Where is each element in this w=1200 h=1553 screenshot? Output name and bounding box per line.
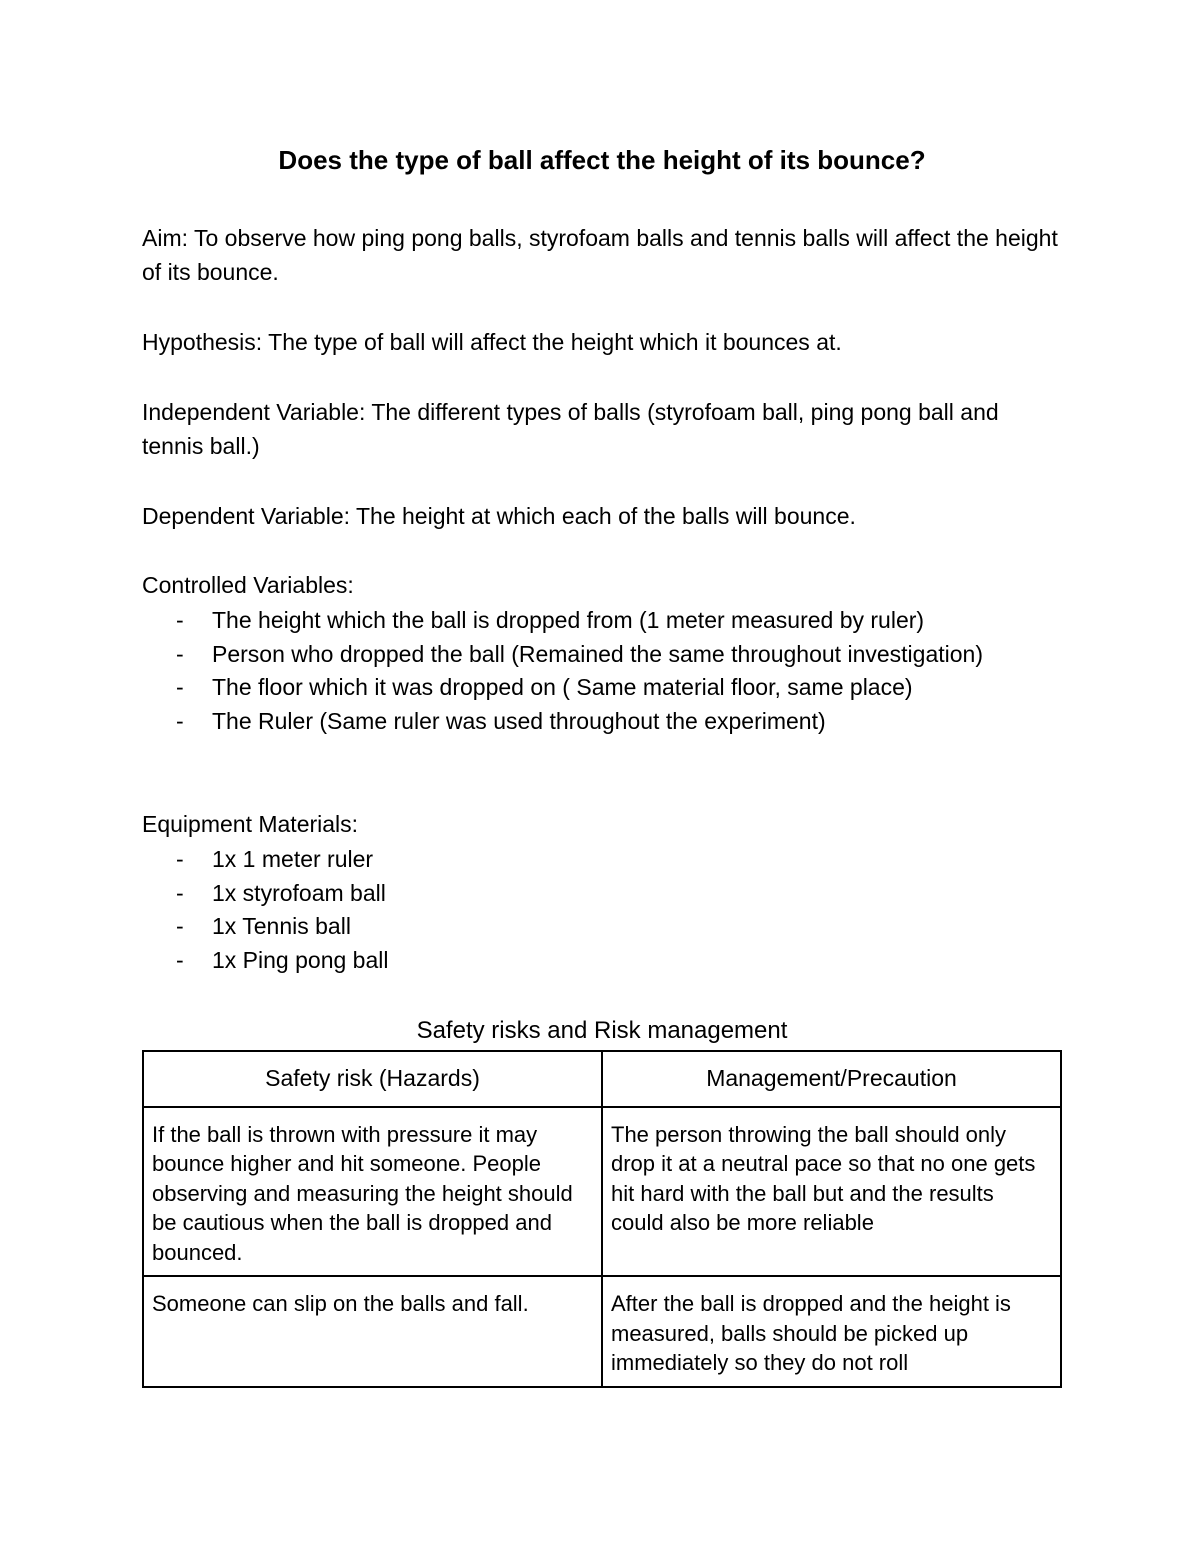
aim-paragraph: Aim: To observe how ping pong balls, styrofoam balls and tennis balls will affect the height of its bounce. [142,225,1058,285]
equipment-list [142,843,1062,977]
table-header-row [143,1051,1061,1107]
table-cell: After the ball is dropped and the height is measured, balls should be picked up immediately so they do not roll [602,1276,1061,1387]
table-row [143,1276,1061,1387]
hypothesis-paragraph: Hypothesis: The type of ball will affect the height which it bounces at. [142,329,842,355]
bullet-dash: - [176,674,184,700]
bullet-dash: - [176,846,184,872]
bullet-dash: - [176,607,184,633]
list-item [142,705,1062,739]
table-cell: If the ball is thrown with pressure it may bounce higher and hit someone. People observing and measuring the height should be cautious when the ball is dropped and bounced. [143,1107,602,1277]
list-item [142,671,1062,705]
list-item [142,944,1062,978]
bullet-dash: - [176,946,184,973]
bullet-dash: - [176,640,184,667]
dependent-variable-paragraph: Dependent Variable: The height at which each of the balls will bounce. [142,503,856,529]
controlled-variables-heading: Controlled Variables: [142,572,354,598]
list-item [142,843,1062,877]
bullet-dash: - [176,707,184,734]
list-item-text: The Ruler (Same ruler was used throughout the experiment) [212,707,826,734]
list-item [142,604,1062,638]
table-row [143,1107,1061,1277]
header-cell-management: Management/Precaution [602,1051,1061,1107]
risk-table-caption: Safety risks and Risk management [416,1017,788,1044]
table-cell: The person throwing the ball should only drop it at a neutral pace so that no one gets hit hard with the ball but and the results could also be more reliable [602,1107,1061,1277]
list-item-text: The floor which it was dropped on ( Same material floor, same place) [212,674,913,700]
header-cell-hazards: Safety risk (Hazards) [143,1051,602,1107]
document-title: Does the type of ball affect the height of its bounce? [278,145,926,175]
bullet-dash: - [176,913,184,939]
independent-variable-paragraph: Independent Variable: The different types of balls (styrofoam ball, ping pong ball and tennis ball.) [142,399,999,459]
bullet-dash: - [176,879,184,906]
controlled-variables-list [142,604,1062,738]
list-item [142,638,1062,672]
list-item-text: 1x 1 meter ruler [212,846,374,872]
list-item [142,877,1062,911]
list-item-text: Person who dropped the ball (Remained the same throughout investigation) [212,640,983,667]
table-cell: Someone can slip on the balls and fall. [143,1276,602,1387]
list-item-text: The height which the ball is dropped from (1 meter measured by ruler) [212,607,925,633]
equipment-heading: Equipment Materials: [142,811,359,837]
list-item-text: 1x styrofoam ball [212,879,386,906]
list-item [142,910,1062,944]
list-item-text: 1x Ping pong ball [212,946,389,973]
risk-table [142,1050,1062,1388]
list-item-text: 1x Tennis ball [212,913,351,939]
